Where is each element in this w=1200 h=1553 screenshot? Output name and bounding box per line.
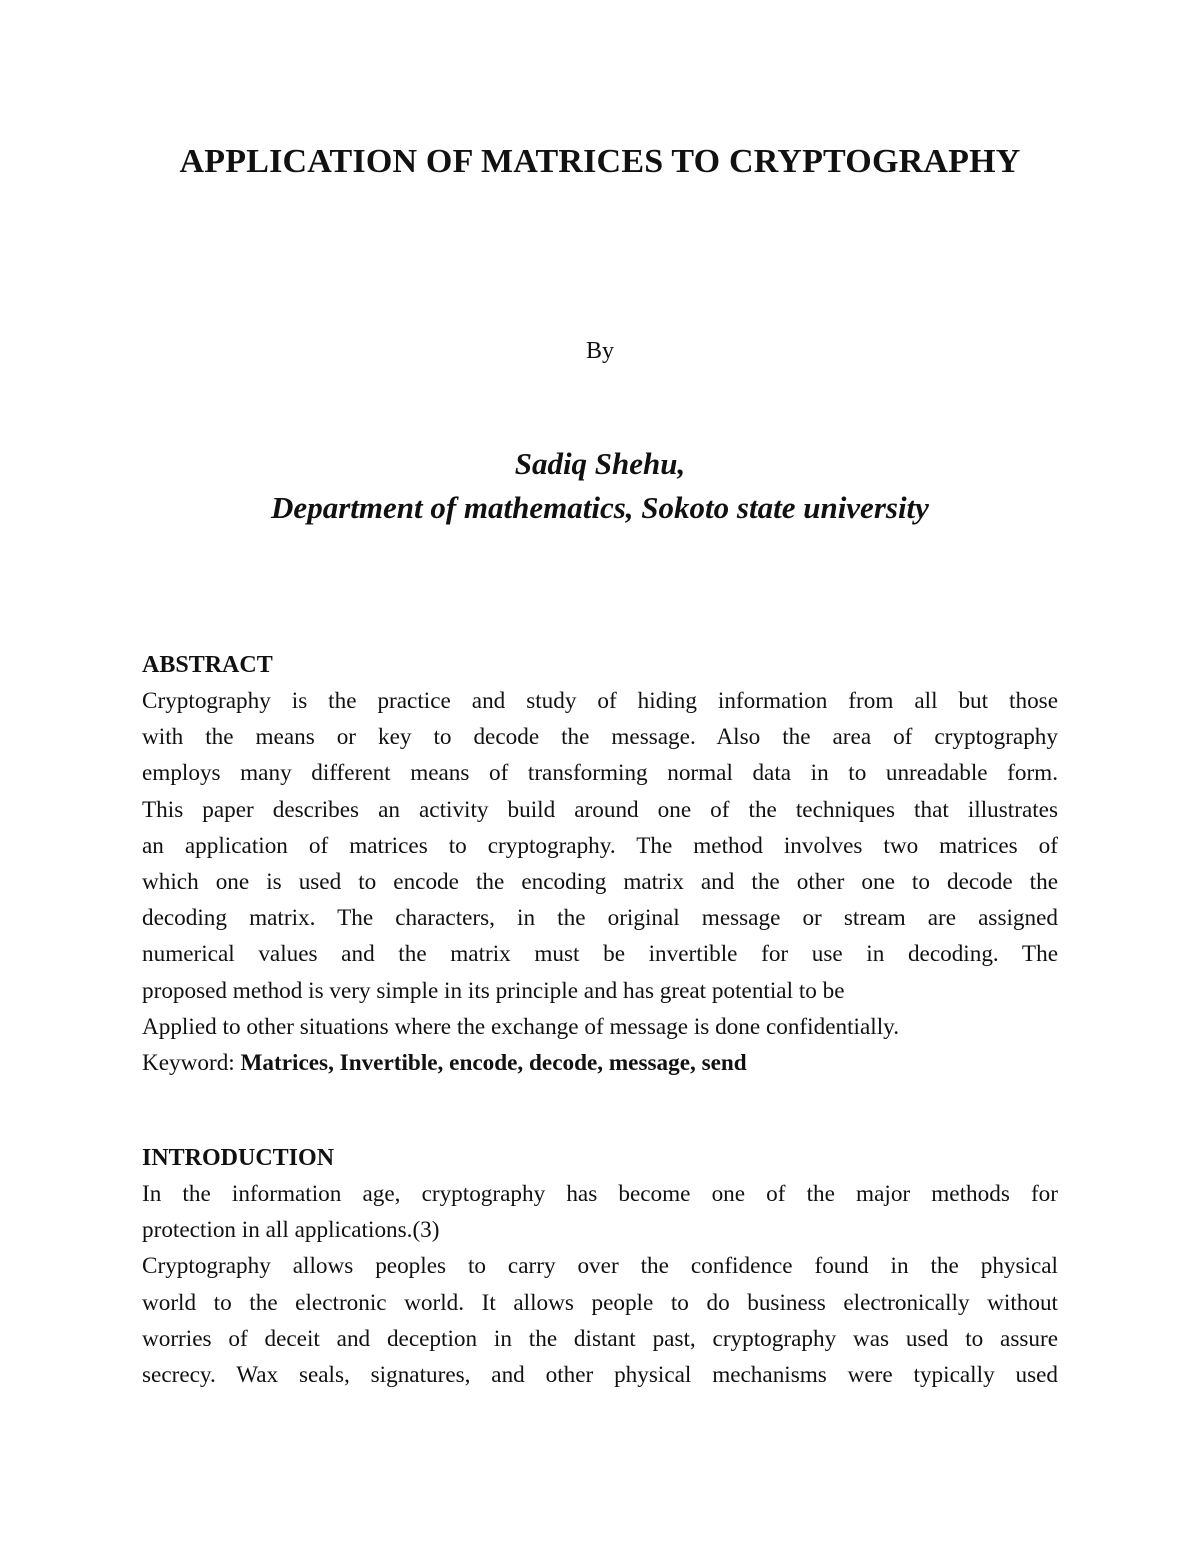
abstract-line: which one is used to encode the encoding matrix and the other one to decode the: [142, 869, 1058, 896]
abstract-body: [142, 683, 1058, 1081]
paper-title: APPLICATION OF MATRICES TO CRYPTOGRAPHY: [179, 143, 1021, 180]
introduction-line: In the information age, cryptography has become one of the major methods for: [142, 1181, 1058, 1207]
introduction-line: secrecy. Wax seals, signatures, and other physical mechanisms were typically used: [142, 1362, 1058, 1389]
introduction-line: protection in all applications.(3): [142, 1217, 440, 1244]
abstract-line: numerical values and the matrix must be invertible for use in decoding. The: [142, 941, 1058, 968]
abstract-line: with the means or key to decode the message. Also the area of cryptography: [142, 724, 1058, 751]
author-name: Sadiq Shehu,: [514, 446, 686, 481]
abstract-line: decoding matrix. The characters, in the original message or stream are assigned: [142, 905, 1058, 932]
abstract-line: an application of matrices to cryptography. The method involves two matrices of: [142, 832, 1058, 859]
abstract-line: employs many different means of transforming normal data in to unreadable form.: [142, 760, 1058, 787]
abstract-line: Cryptography is the practice and study of hiding information from all but those: [142, 688, 1058, 714]
abstract-heading: ABSTRACT: [142, 652, 273, 678]
introduction-line: Cryptography allows peoples to carry over the confidence found in the physical: [142, 1253, 1058, 1280]
introduction-line: worries of deceit and deception in the distant past, cryptography was used to assure: [142, 1325, 1058, 1352]
byline-label: By: [585, 338, 614, 364]
keywords-label: Keyword:: [142, 1050, 241, 1077]
abstract-line: proposed method is very simple in its principle and has great potential to be: [142, 977, 845, 1004]
abstract-line: This paper describes an activity build around one of the techniques that illustrates: [142, 796, 1058, 823]
introduction-heading: INTRODUCTION: [142, 1145, 335, 1171]
author-affiliation: Department of mathematics, Sokoto state university: [271, 490, 929, 525]
keywords-values: Matrices, Invertible, encode, decode, message, send: [240, 1050, 747, 1077]
introduction-line: world to the electronic world. It allows people to do business electronically without: [142, 1289, 1058, 1316]
introduction-body: [142, 1176, 1058, 1393]
keywords-line: [142, 1045, 1058, 1081]
abstract-line: Applied to other situations where the exchange of message is done confidentially.: [142, 1013, 900, 1040]
